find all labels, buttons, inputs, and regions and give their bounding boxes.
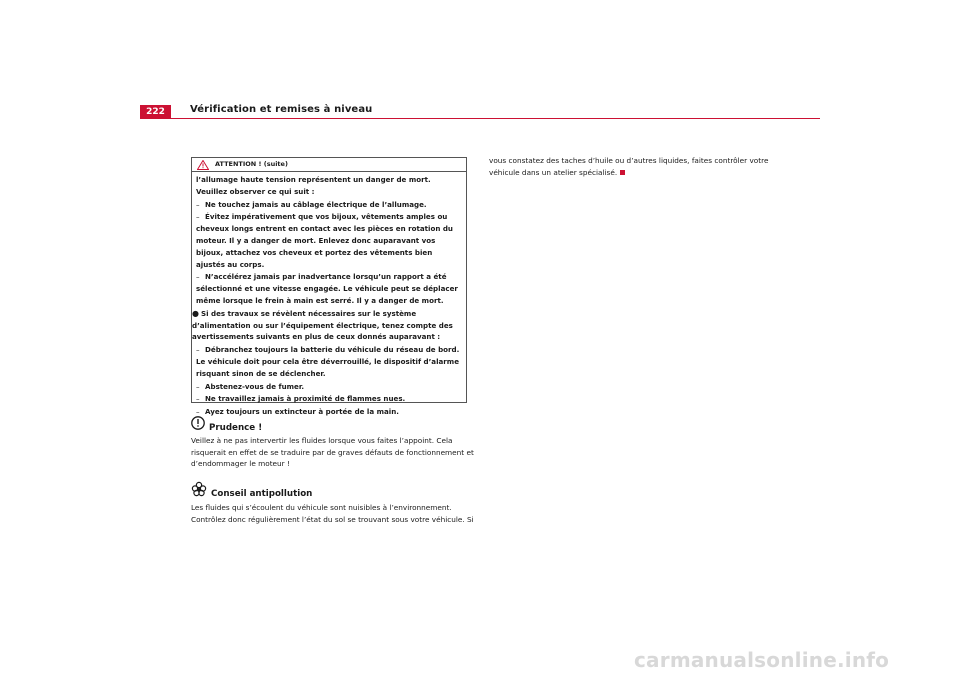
warning-box [191,157,467,417]
right-column-text [489,155,789,179]
warning-bullet: ● Si des travaux se révèlent nécessaires sur le système d’alimentation ou sur l’équipement électrique, tenez compte des avertissements suivants en plus de ceux donnés auparavant : [192,308,453,342]
environment-title: Conseil antipollution [211,488,313,499]
watermark: carmanualsonline.info [634,648,890,672]
caution-text: Veillez à ne pas intervertir les fluides lorsque vous faites l’appoint. Cela risquerait en effet de se traduire par de graves défauts de fonctionnement et d’endommager le moteur ! [191,435,474,469]
warning-intro: l’allumage haute tension représentent un danger de mort. Veuillez observer ce qui suit : [196,175,431,196]
dash-marker: – [196,345,200,355]
caution-title: Prudence ! [209,422,263,433]
warning-header [192,158,466,172]
dash-marker: – [196,272,200,282]
warning-dash-item: – Débranchez toujours la batterie du véhicule du réseau de bord. Le véhicule doit pour cela être déverrouillé, le dispositif d’alarme risquant sinon de se déclencher. [196,345,460,378]
caution-section [191,416,476,470]
dash-marker: – [196,199,200,209]
dash-marker: – [196,212,200,222]
section-end-mark [620,170,625,175]
warning-dash-item: – N’accélérez jamais par inadvertance lorsqu’un rapport a été sélectionné et une vitesse engagée. Le véhicule peut se déplacer même lorsque le frein à main est serré. Il y a danger de mort. [196,272,458,305]
flower-icon [191,481,207,502]
header-rule [140,118,820,119]
dash-marker: – [196,381,200,391]
warning-triangle-icon [197,160,209,174]
dash-marker: – [196,394,200,404]
right-column-paragraph: vous constatez des taches d’huile ou d’autres liquides, faites contrôler votre véhicule dans un atelier spécialisé. [489,156,769,177]
dash-marker: – [196,407,200,417]
warning-dash-item: – Ne travaillez jamais à proximité de flammes nues. [196,394,406,404]
warning-dash-item: – Évitez impérativement que vos bijoux, vêtements amples ou cheveux longs entrent en contact avec les pièces en rotation du moteur. Il y a danger de mort. Enlevez donc auparavant vos bijoux, attachez vos cheveux et portez des vêtements bien ajustés au corps. [196,212,453,269]
warning-heading: ATTENTION ! (suite) [215,160,288,168]
environment-text: Les fluides qui s’écoulent du véhicule sont nuisibles à l’environnement. Contrôlez donc régulièrement l’état du sol se trouvant sous votre véhicule. Si [191,502,474,524]
warning-dash-item: – Abstenez-vous de fumer. [196,381,305,391]
caution-icon [191,416,205,435]
chapter-title: Vérification et remises à niveau [190,104,373,115]
warning-dash-item: – Ayez toujours un extincteur à portée de la main. [196,407,399,417]
warning-dash-item: – Ne touchez jamais au câblage électrique de l’allumage. [196,199,427,209]
page-number: 222 [140,105,171,119]
environment-section [191,481,476,525]
